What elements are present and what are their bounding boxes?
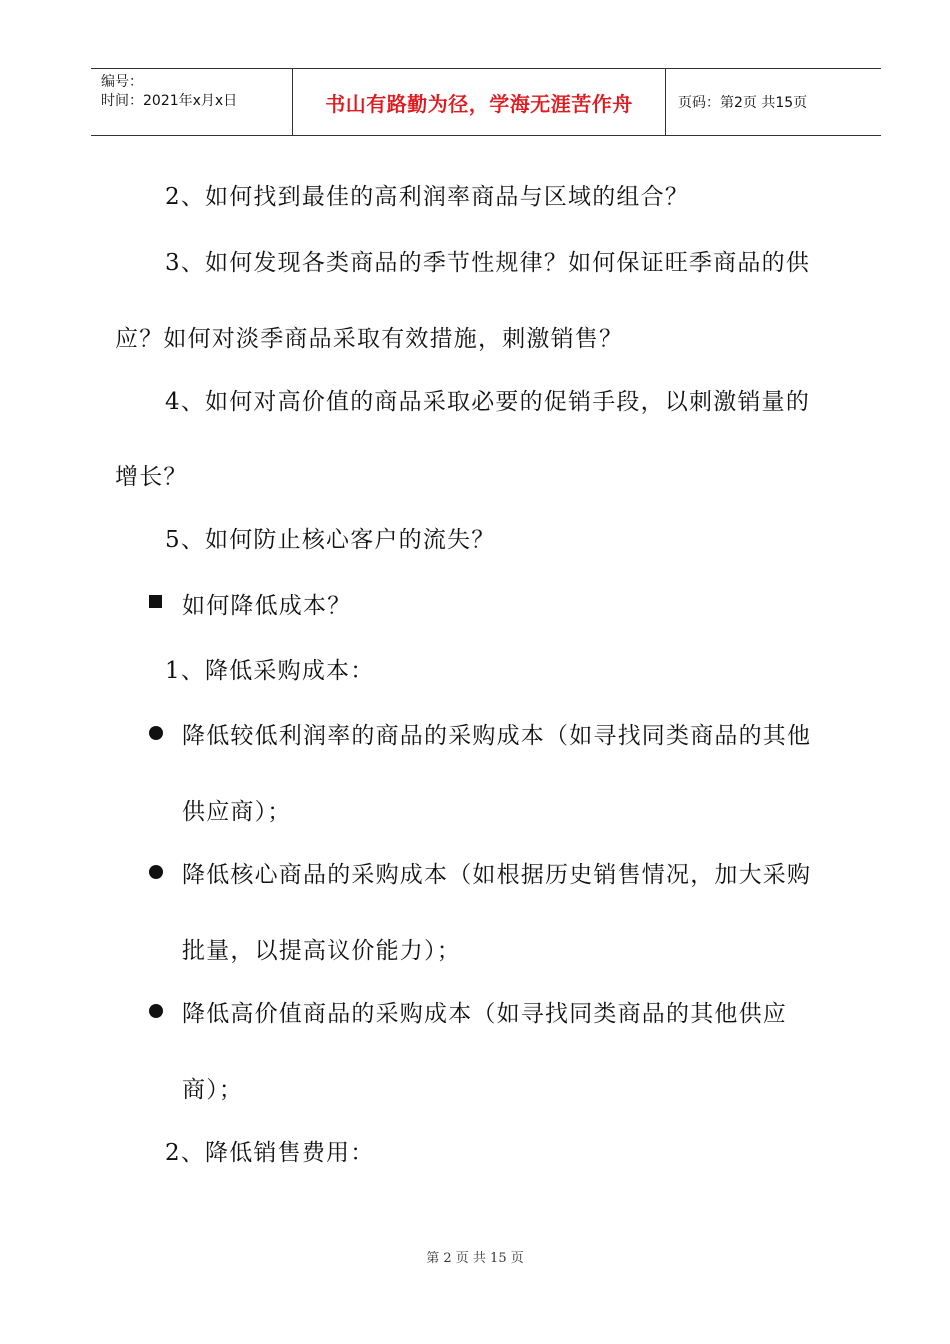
bullet-1-line-2: 供应商）； [182,799,292,825]
page-info: 页码：第2页 共15页 [678,95,808,111]
question-3-line-2: 应？如何对淡季商品采取有效措施，刺激销售？ [115,326,624,352]
header-page-cell [666,69,881,135]
motto-text: 书山有路勤为径，学海无涯苦作舟 [325,91,633,116]
question-3-line-1: 3、如何发现各类商品的季节性规律？如何保证旺季商品的供 [165,250,811,276]
subsection-1: 1、降低采购成本： [165,658,375,684]
bullet-1-line-1: 降低较低利润率的商品的采购成本（如寻找同类商品的其他 [182,723,812,749]
number-label: 编号： [101,74,143,90]
section-title: 如何降低成本？ [182,593,352,619]
subsection-2: 2、降低销售费用： [165,1140,375,1166]
bullet-3-line-1: 降低高价值商品的采购成本（如寻找同类商品的其他供应 [182,1001,787,1027]
bullet-dot-icon [149,726,163,740]
time-label: 时间：2021年x月x日 [101,93,238,109]
page-footer: 第 2 页 共 15 页 [426,1251,524,1266]
bullet-3-line-2: 商）； [182,1077,244,1103]
square-bullet-icon [149,595,162,608]
question-4-line-2: 增长？ [115,464,188,490]
bullet-2-line-1: 降低核心商品的采购成本（如根据历史销售情况，加大采购 [182,862,812,888]
page-header [91,68,881,136]
bullet-2-line-2: 批量，以提高议价能力）； [182,938,461,964]
question-2: 2、如何找到最佳的高利润率商品与区域的组合？ [165,184,690,210]
header-meta-cell [91,69,293,135]
bullet-dot-icon [149,865,163,879]
header-motto-cell [293,69,666,135]
question-5: 5、如何防止核心客户的流失？ [165,527,496,553]
question-4-line-1: 4、如何对高价值的商品采取必要的促销手段，以刺激销量的 [165,389,811,415]
bullet-dot-icon [149,1004,163,1018]
